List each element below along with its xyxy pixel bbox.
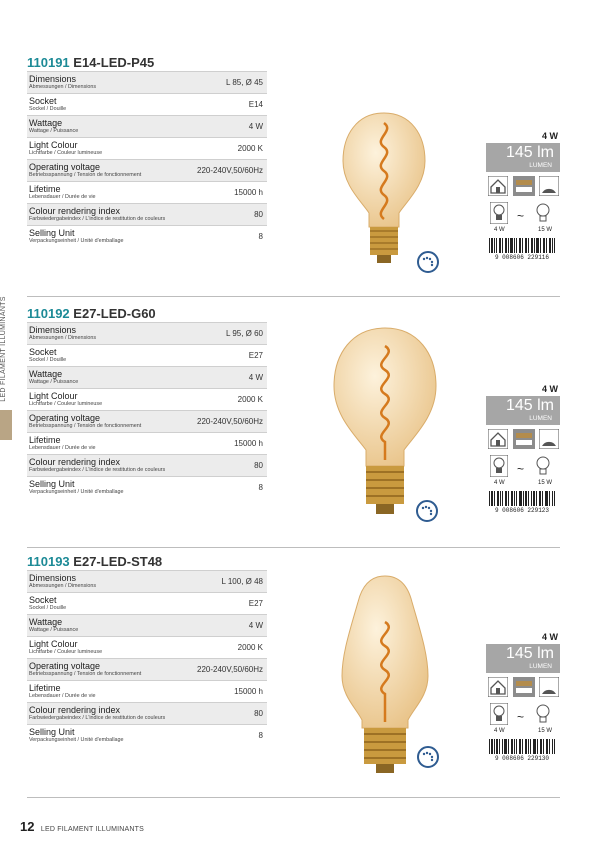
spec-label: Light Colour — [29, 391, 78, 401]
warm-white-icon — [513, 677, 535, 697]
approx-icon: ~ — [517, 209, 525, 223]
product-110192 — [27, 306, 560, 551]
spec-row-dimensions — [27, 322, 267, 344]
spec-row-socket — [27, 592, 267, 614]
spec-label: Lifetime — [29, 184, 61, 194]
product-name: E27-LED-G60 — [73, 306, 156, 321]
dimmable-icon — [416, 500, 438, 522]
spec-row-wattage — [27, 366, 267, 388]
barcode-number: 9 008606 229123 — [494, 507, 550, 513]
lumen-unit: LUMEN — [529, 162, 552, 169]
spec-value: 15000 h — [234, 687, 263, 696]
spec-label: Selling Unit — [29, 228, 75, 238]
spec-value: 4 W — [248, 621, 263, 630]
spec-row-light-colour — [27, 388, 267, 410]
spec-value: 220-240V,50/60Hz — [197, 166, 263, 175]
spec-row-cri — [27, 702, 267, 724]
lumen-box — [486, 396, 560, 425]
barcode — [483, 491, 561, 513]
spec-label: Light Colour — [29, 140, 78, 150]
spec-sublabel: Abmessungen / Dimensions — [29, 335, 97, 341]
led-bulb-icon — [490, 455, 508, 477]
bulb-image-p45 — [339, 109, 429, 269]
spec-table — [27, 570, 267, 746]
spec-sublabel: Sockel / Douille — [29, 357, 67, 363]
spec-value: 4 W — [248, 122, 263, 131]
spec-label: Lifetime — [29, 683, 61, 693]
spec-value: L 100, Ø 48 — [221, 577, 263, 586]
beam-angle-icon — [539, 429, 559, 449]
spec-row-dimensions — [27, 570, 267, 592]
spec-sublabel: Lichtfarbe / Couleur lumineuse — [29, 150, 103, 156]
spec-value: 8 — [258, 731, 263, 740]
lumen-unit: LUMEN — [529, 415, 552, 422]
spec-value: 8 — [258, 232, 263, 241]
spec-row-voltage — [27, 159, 267, 181]
spec-row-socket — [27, 93, 267, 115]
equiv-incandescent-watt: 15 W — [538, 227, 553, 233]
spec-row-cri — [27, 203, 267, 225]
watt-badge: 4 W — [541, 632, 558, 642]
spec-sublabel: Lebensdauer / Durée de vie — [29, 445, 96, 451]
side-section-label: LED FILAMENT ILLUMINANTS — [0, 296, 7, 402]
spec-row-socket — [27, 344, 267, 366]
section-divider — [27, 547, 560, 548]
spec-value: 8 — [258, 483, 263, 492]
spec-sublabel: Abmessungen / Dimensions — [29, 583, 97, 589]
spec-value: 15000 h — [234, 439, 263, 448]
spec-value: E14 — [248, 100, 263, 109]
equiv-led-watt: 4 W — [494, 728, 505, 734]
spec-sublabel: Lebensdauer / Durée de vie — [29, 194, 96, 200]
spec-value: 80 — [254, 210, 263, 219]
spec-label: Lifetime — [29, 435, 61, 445]
led-bulb-icon — [490, 202, 508, 224]
spec-label: Socket — [29, 96, 57, 106]
spec-row-wattage — [27, 115, 267, 137]
spec-table — [27, 71, 267, 247]
barcode-number: 9 008606 229116 — [494, 254, 550, 260]
product-title — [27, 554, 162, 569]
spec-row-light-colour — [27, 137, 267, 159]
spec-value: 4 W — [248, 373, 263, 382]
spec-row-selling-unit — [27, 724, 267, 746]
spec-label: Dimensions — [29, 325, 77, 335]
led-bulb-icon — [490, 703, 508, 725]
spec-label: Wattage — [29, 369, 63, 379]
spec-row-wattage — [27, 614, 267, 636]
spec-row-lifetime — [27, 181, 267, 203]
spec-row-voltage — [27, 658, 267, 680]
incandescent-bulb-icon — [534, 455, 552, 477]
wattage-equivalence — [488, 703, 560, 734]
spec-row-lifetime — [27, 680, 267, 702]
equiv-incandescent-watt: 15 W — [538, 728, 553, 734]
warm-white-icon — [513, 429, 535, 449]
spec-sublabel: Betriebsspannung / Tension de fonctionnement — [29, 172, 142, 178]
lumen-unit: LUMEN — [529, 663, 552, 670]
spec-sublabel: Abmessungen / Dimensions — [29, 84, 97, 90]
product-code: 110191 — [27, 55, 70, 70]
lumen-value: 145 lm — [505, 645, 554, 662]
barcode-number: 9 008606 229130 — [494, 755, 550, 761]
product-110193 — [27, 554, 560, 799]
equiv-led-watt: 4 W — [494, 227, 505, 233]
incandescent-bulb-icon — [534, 703, 552, 725]
indoor-use-icon — [488, 176, 508, 196]
spec-sublabel: Lichtfarbe / Couleur lumineuse — [29, 649, 103, 655]
spec-value: 220-240V,50/60Hz — [197, 417, 263, 426]
spec-sublabel: Wattage / Puissance — [29, 627, 79, 633]
spec-value: 80 — [254, 461, 263, 470]
spec-sublabel: Verpackungseinheit / Unité d'emballage — [29, 489, 124, 495]
spec-sublabel: Verpackungseinheit / Unité d'emballage — [29, 737, 124, 743]
section-divider — [27, 797, 560, 798]
spec-label: Colour rendering index — [29, 457, 121, 467]
dimmable-icon — [417, 746, 439, 768]
spec-label: Colour rendering index — [29, 206, 121, 216]
section-tab — [0, 410, 12, 440]
spec-row-light-colour — [27, 636, 267, 658]
spec-value: 2000 K — [237, 643, 263, 652]
watt-badge: 4 W — [541, 384, 558, 394]
page-footer — [20, 818, 144, 836]
product-110191 — [27, 55, 560, 300]
spec-label: Wattage — [29, 617, 63, 627]
beam-angle-icon — [539, 176, 559, 196]
spec-label: Operating voltage — [29, 661, 101, 671]
equiv-led-watt: 4 W — [494, 480, 505, 486]
spec-row-selling-unit — [27, 476, 267, 498]
lumen-box — [486, 143, 560, 172]
spec-label: Operating voltage — [29, 162, 101, 172]
product-name: E27-LED-ST48 — [73, 554, 163, 569]
spec-label: Colour rendering index — [29, 705, 121, 715]
feature-icons — [488, 429, 560, 451]
spec-row-selling-unit — [27, 225, 267, 247]
footer-title: LED FILAMENT ILLUMINANTS — [40, 826, 145, 833]
lumen-box — [486, 644, 560, 673]
page-number: 12 — [20, 819, 35, 834]
spec-label: Dimensions — [29, 573, 77, 583]
barcode — [483, 238, 561, 260]
beam-angle-icon — [539, 677, 559, 697]
spec-value: L 95, Ø 60 — [225, 329, 263, 338]
approx-icon: ~ — [517, 710, 525, 724]
spec-value: 2000 K — [237, 395, 263, 404]
spec-table — [27, 322, 267, 498]
spec-label: Socket — [29, 595, 57, 605]
spec-row-cri — [27, 454, 267, 476]
product-name: E14-LED-P45 — [73, 55, 155, 70]
spec-value: E27 — [248, 599, 263, 608]
warm-white-icon — [513, 176, 535, 196]
spec-sublabel: Farbwiedergabeindex / L'indice de restitution de couleurs — [29, 216, 166, 222]
spec-sublabel: Farbwiedergabeindex / L'indice de restitution de couleurs — [29, 715, 166, 721]
product-title — [27, 306, 156, 321]
spec-sublabel: Farbwiedergabeindex / L'indice de restitution de couleurs — [29, 467, 166, 473]
equiv-incandescent-watt: 15 W — [538, 480, 553, 486]
spec-row-lifetime — [27, 432, 267, 454]
incandescent-bulb-icon — [534, 202, 552, 224]
product-code: 110193 — [27, 554, 70, 569]
barcode — [483, 739, 561, 761]
lumen-value: 145 lm — [505, 144, 554, 161]
indoor-use-icon — [488, 677, 508, 697]
spec-sublabel: Wattage / Puissance — [29, 128, 79, 134]
product-title — [27, 55, 154, 70]
spec-value: 220-240V,50/60Hz — [197, 665, 263, 674]
spec-label: Selling Unit — [29, 479, 75, 489]
spec-sublabel: Lichtfarbe / Couleur lumineuse — [29, 401, 103, 407]
spec-sublabel: Sockel / Douille — [29, 106, 67, 112]
feature-icons — [488, 677, 560, 699]
spec-sublabel: Betriebsspannung / Tension de fonctionnement — [29, 671, 142, 677]
watt-badge: 4 W — [541, 131, 558, 141]
spec-value: L 85, Ø 45 — [225, 78, 263, 87]
approx-icon: ~ — [517, 462, 525, 476]
product-code: 110192 — [27, 306, 70, 321]
spec-sublabel: Betriebsspannung / Tension de fonctionnement — [29, 423, 142, 429]
spec-sublabel: Lebensdauer / Durée de vie — [29, 693, 96, 699]
spec-value: E27 — [248, 351, 263, 360]
spec-label: Dimensions — [29, 74, 77, 84]
wattage-equivalence — [488, 202, 560, 233]
spec-label: Selling Unit — [29, 727, 75, 737]
indoor-use-icon — [488, 429, 508, 449]
spec-label: Operating voltage — [29, 413, 101, 423]
section-divider — [27, 296, 560, 297]
spec-row-voltage — [27, 410, 267, 432]
wattage-equivalence — [488, 455, 560, 486]
spec-sublabel: Wattage / Puissance — [29, 379, 79, 385]
spec-row-dimensions — [27, 71, 267, 93]
lumen-value: 145 lm — [505, 397, 554, 414]
spec-label: Socket — [29, 347, 57, 357]
spec-value: 2000 K — [237, 144, 263, 153]
bulb-image-g60 — [330, 324, 440, 520]
feature-icons — [488, 176, 560, 198]
spec-sublabel: Verpackungseinheit / Unité d'emballage — [29, 238, 124, 244]
spec-value: 15000 h — [234, 188, 263, 197]
spec-label: Wattage — [29, 118, 63, 128]
spec-value: 80 — [254, 709, 263, 718]
dimmable-icon — [417, 251, 439, 273]
spec-label: Light Colour — [29, 639, 78, 649]
spec-sublabel: Sockel / Douille — [29, 605, 67, 611]
